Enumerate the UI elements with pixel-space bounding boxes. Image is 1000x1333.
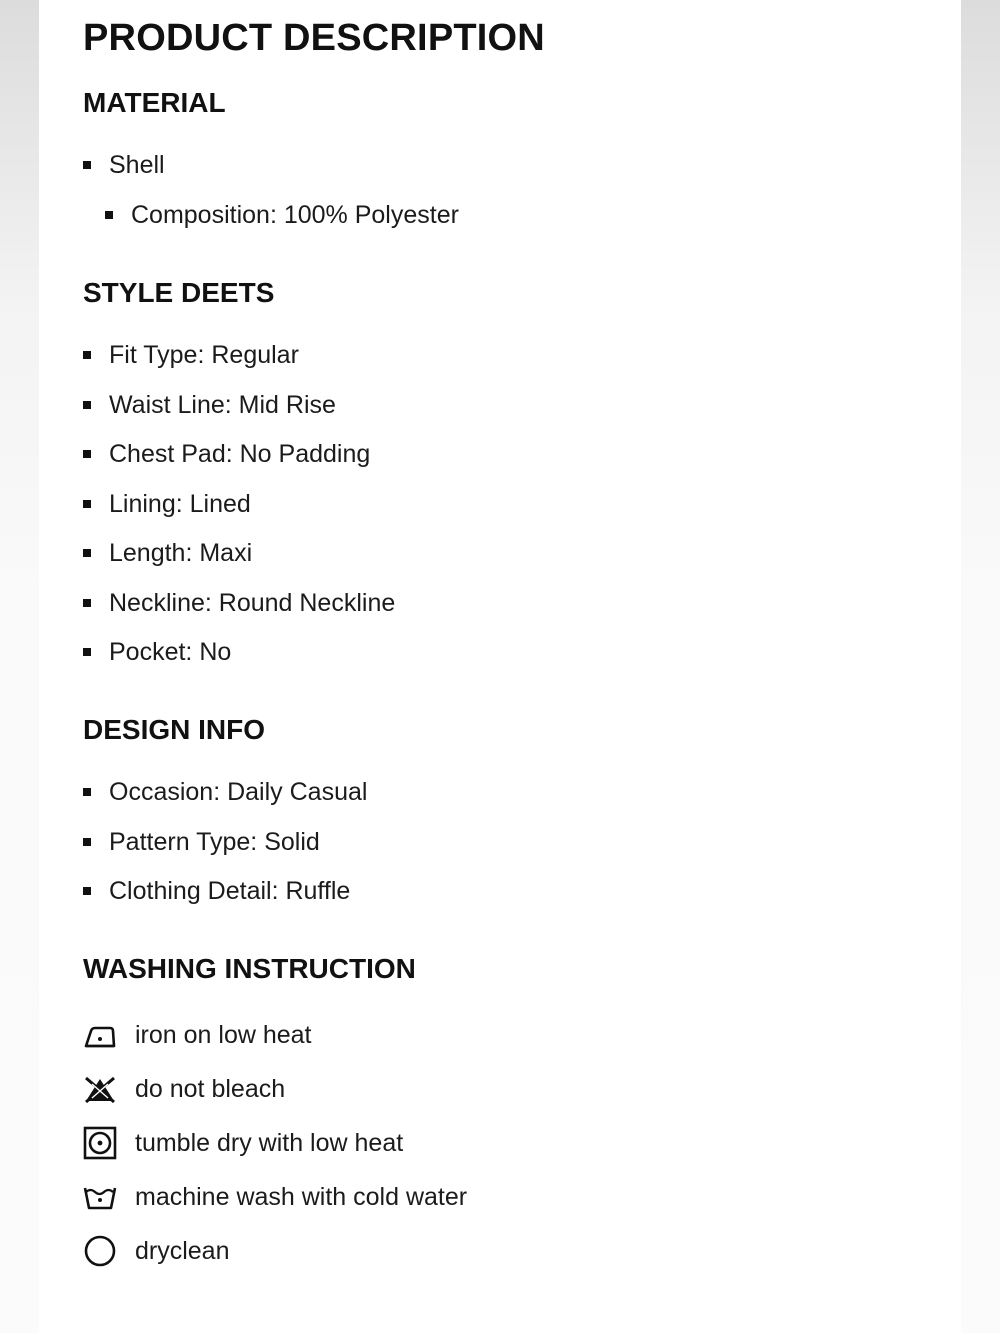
material-shell-label: Shell: [109, 150, 165, 179]
design-item-label: Clothing Detail: Ruffle: [109, 876, 351, 905]
style-item-fit-type: [83, 338, 299, 372]
tumble-dry-low-icon: [83, 1126, 117, 1160]
style-item-pocket: [83, 635, 231, 669]
bullet-icon: [83, 549, 91, 557]
wash-item-iron: [83, 1015, 312, 1055]
design-item-occasion: [83, 775, 367, 809]
material-heading: MATERIAL: [83, 87, 226, 118]
dryclean-icon: [83, 1234, 117, 1268]
wash-item-dryclean: [83, 1231, 230, 1271]
style-item-label: Pocket: No: [109, 637, 232, 666]
style-item-waist-line: [83, 388, 336, 422]
page-title: PRODUCT DESCRIPTION: [83, 17, 545, 59]
style-item-label: Waist Line: Mid Rise: [109, 390, 336, 419]
do-not-bleach-icon: [83, 1072, 117, 1106]
bullet-icon: [83, 887, 91, 895]
wash-item-label: do not bleach: [135, 1074, 286, 1103]
bullet-icon: [83, 450, 91, 458]
style-item-label: Length: Maxi: [109, 538, 253, 567]
style-item-label: Fit Type: Regular: [109, 340, 299, 369]
bullet-icon: [105, 211, 113, 219]
wash-item-label: dryclean: [135, 1236, 230, 1265]
bullet-icon: [83, 788, 91, 796]
product-description-panel: [39, 0, 961, 1333]
wash-item-label: tumble dry with low heat: [135, 1128, 404, 1157]
style-item-neckline: [83, 586, 395, 620]
material-composition-text: Composition: 100% Polyester: [131, 200, 459, 229]
wash-item-label: machine wash with cold water: [135, 1182, 468, 1211]
style-item-length: [83, 536, 252, 570]
machine-wash-cold-icon: [83, 1180, 117, 1214]
bullet-icon: [83, 599, 91, 607]
material-shell-item: [83, 148, 165, 182]
design-item-clothing-detail: [83, 874, 350, 908]
wash-item-bleach: [83, 1069, 285, 1109]
wash-item-tumble-dry: [83, 1123, 403, 1163]
style-item-lining: [83, 487, 251, 521]
bullet-icon: [83, 838, 91, 846]
design-info-heading: DESIGN INFO: [83, 714, 266, 745]
style-item-label: Lining: Lined: [109, 489, 251, 518]
washing-instruction-heading: WASHING INSTRUCTION: [83, 953, 416, 984]
bullet-icon: [83, 500, 91, 508]
bullet-icon: [83, 648, 91, 656]
design-item-label: Pattern Type: Solid: [109, 827, 320, 856]
bullet-icon: [83, 401, 91, 409]
material-composition-item: [105, 198, 459, 232]
style-deets-heading: STYLE DEETS: [83, 277, 275, 308]
wash-item-label: iron on low heat: [135, 1020, 312, 1049]
design-item-label: Occasion: Daily Casual: [109, 777, 368, 806]
style-item-label: Chest Pad: No Padding: [109, 439, 371, 468]
bullet-icon: [83, 351, 91, 359]
wash-item-machine-wash: [83, 1177, 467, 1217]
bullet-icon: [83, 161, 91, 169]
style-item-chest-pad: [83, 437, 370, 471]
style-item-label: Neckline: Round Neckline: [109, 588, 396, 617]
design-item-pattern-type: [83, 825, 320, 859]
iron-low-heat-icon: [83, 1018, 117, 1052]
